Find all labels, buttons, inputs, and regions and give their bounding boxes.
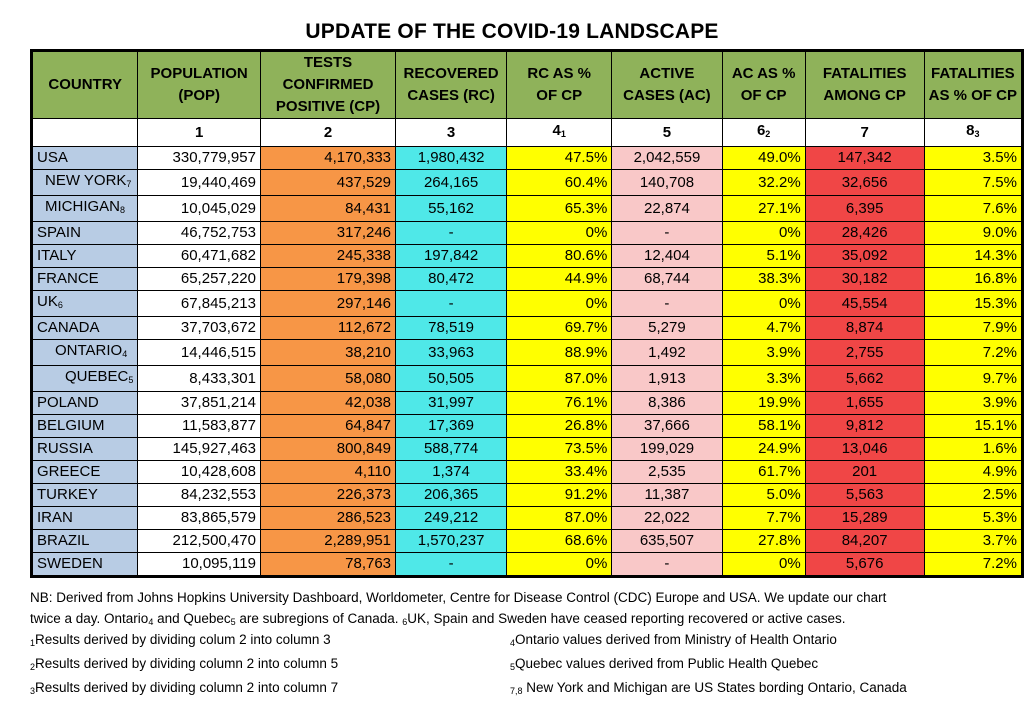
cp-cell: 226,373 <box>260 484 395 507</box>
note-text: are subregions of Canada. <box>235 611 403 626</box>
column-header-line: TESTS <box>303 54 353 71</box>
note-text: UK, Spain and Sweden have ceased reporting recovered or active cases. <box>407 611 846 626</box>
country-name: UK <box>37 293 58 310</box>
acp-cell: 27.1% <box>722 196 805 222</box>
country-footnote-marker: 5 <box>128 375 134 385</box>
table-row <box>32 553 1023 577</box>
rc-cell: 1,980,432 <box>396 147 507 170</box>
table-row <box>32 245 1023 268</box>
ac-cell: - <box>612 222 722 245</box>
ac-cell: 1,492 <box>612 340 722 366</box>
fatp-cell: 3.5% <box>924 147 1022 170</box>
fat-cell: 45,554 <box>805 291 924 317</box>
pop-cell: 60,471,682 <box>138 245 261 268</box>
column-header-line: CONFIRMED <box>282 76 374 93</box>
column-header-line: OF CP <box>536 87 583 104</box>
rcp-cell: 69.7% <box>507 317 612 340</box>
acp-cell: 58.1% <box>722 415 805 438</box>
footnote-text: Results derived by dividing column 2 into column 7 <box>35 680 339 695</box>
acp-cell: 0% <box>722 291 805 317</box>
footnote-marker: 5 <box>510 662 516 672</box>
acp-cell: 0% <box>722 222 805 245</box>
column-header-line: AS % OF CP <box>928 87 1017 104</box>
pop-cell: 10,428,608 <box>138 461 261 484</box>
table-row <box>32 317 1023 340</box>
table-row <box>32 438 1023 461</box>
rc-cell: - <box>396 553 507 577</box>
column-header-line: CASES (RC) <box>407 87 495 104</box>
note-text: twice a day. Ontario <box>30 611 149 626</box>
acp-cell: 0% <box>722 553 805 577</box>
table-row <box>32 147 1023 170</box>
footnote-marker: 2 <box>30 662 36 672</box>
acp-cell: 3.9% <box>722 340 805 366</box>
column-number-value: 2 <box>323 123 333 141</box>
cp-cell: 4,170,333 <box>260 147 395 170</box>
ac-cell: 635,507 <box>612 530 722 553</box>
cp-cell: 64,847 <box>260 415 395 438</box>
country-name: BRAZIL <box>37 532 90 549</box>
fatp-cell: 7.2% <box>924 340 1022 366</box>
country-cell <box>32 530 138 553</box>
country-cell <box>32 291 138 317</box>
acp-cell: 5.0% <box>722 484 805 507</box>
column-header <box>138 51 261 119</box>
column-number <box>138 119 261 147</box>
cp-cell: 42,038 <box>260 392 395 415</box>
acp-cell: 5.1% <box>722 245 805 268</box>
ac-cell: 2,042,559 <box>612 147 722 170</box>
footnote-3 <box>30 678 338 701</box>
country-name: IRAN <box>37 509 73 526</box>
fatp-cell: 15.3% <box>924 291 1022 317</box>
note-sub: 4 <box>148 617 154 627</box>
rc-cell: 50,505 <box>396 366 507 392</box>
country-footnote-marker: 6 <box>57 300 63 310</box>
note-sub: 5 <box>230 617 236 627</box>
fat-cell: 5,662 <box>805 366 924 392</box>
footnote-marker: 3 <box>30 686 36 696</box>
ac-cell: 140,708 <box>612 170 722 196</box>
country-name: USA <box>37 149 68 166</box>
ac-cell: 5,279 <box>612 317 722 340</box>
ac-cell: 1,913 <box>612 366 722 392</box>
pop-cell: 212,500,470 <box>138 530 261 553</box>
acp-cell: 4.7% <box>722 317 805 340</box>
fatp-cell: 7.2% <box>924 553 1022 577</box>
fat-cell: 5,563 <box>805 484 924 507</box>
column-number <box>32 119 138 147</box>
footnote-text: Results derived by dividing column 2 into column 5 <box>35 656 339 671</box>
fat-cell: 84,207 <box>805 530 924 553</box>
ac-cell: 22,874 <box>612 196 722 222</box>
rc-cell: - <box>396 291 507 317</box>
ac-cell: 12,404 <box>612 245 722 268</box>
pop-cell: 37,703,672 <box>138 317 261 340</box>
cp-cell: 84,431 <box>260 196 395 222</box>
column-number <box>924 119 1022 147</box>
acp-cell: 7.7% <box>722 507 805 530</box>
country-cell <box>32 340 138 366</box>
column-header-line: ACTIVE <box>639 65 695 82</box>
footnote-text: Results derived by dividing colum 2 into column 3 <box>35 632 331 647</box>
rcp-cell: 60.4% <box>507 170 612 196</box>
column-number-value: 6 <box>756 122 766 139</box>
acp-cell: 3.3% <box>722 366 805 392</box>
pop-cell: 145,927,463 <box>138 438 261 461</box>
column-header <box>507 51 612 119</box>
rcp-cell: 68.6% <box>507 530 612 553</box>
footnote-1 <box>30 630 331 653</box>
country-name: POLAND <box>37 394 99 411</box>
country-cell <box>32 392 138 415</box>
rcp-cell: 73.5% <box>507 438 612 461</box>
column-header-line: POSITIVE (CP) <box>275 98 381 115</box>
column-number-sub: 1 <box>560 129 566 139</box>
fat-cell: 15,289 <box>805 507 924 530</box>
acp-cell: 32.2% <box>722 170 805 196</box>
acp-cell: 61.7% <box>722 461 805 484</box>
column-header <box>260 51 395 119</box>
column-header <box>722 51 805 119</box>
column-header-line: RECOVERED <box>403 65 499 82</box>
column-number <box>507 119 612 147</box>
column-number-value: 1 <box>194 123 204 141</box>
rc-cell: 17,369 <box>396 415 507 438</box>
fatp-cell: 7.9% <box>924 317 1022 340</box>
rcp-cell: 0% <box>507 222 612 245</box>
fatp-cell: 3.7% <box>924 530 1022 553</box>
country-name: MICHIGAN <box>45 198 120 215</box>
rcp-cell: 33.4% <box>507 461 612 484</box>
rcp-cell: 47.5% <box>507 147 612 170</box>
cp-cell: 179,398 <box>260 268 395 291</box>
note-line-1: NB: Derived from Johns Hopkins University Dashboard, Worldometer, Centre for Disease Control (CDC) Europe and USA. We update our chart <box>30 590 887 605</box>
column-number-value: 4 <box>552 122 561 139</box>
table-row <box>32 170 1023 196</box>
rcp-cell: 88.9% <box>507 340 612 366</box>
rcp-cell: 0% <box>507 291 612 317</box>
pop-cell: 37,851,214 <box>138 392 261 415</box>
footnote-4 <box>510 630 837 653</box>
cp-cell: 2,289,951 <box>260 530 395 553</box>
table-row <box>32 507 1023 530</box>
pop-cell: 19,440,469 <box>138 170 261 196</box>
column-header-line: FATALITIES <box>822 65 907 82</box>
column-number <box>722 119 805 147</box>
country-cell <box>32 268 138 291</box>
country-name: ITALY <box>37 247 77 264</box>
column-header-line: POPULATION <box>150 65 248 82</box>
country-cell <box>32 245 138 268</box>
fatp-cell: 16.8% <box>924 268 1022 291</box>
fat-cell: 32,656 <box>805 170 924 196</box>
column-number-row <box>32 119 1023 147</box>
country-cell <box>32 553 138 577</box>
country-cell <box>32 317 138 340</box>
pop-cell: 83,865,579 <box>138 507 261 530</box>
column-header-line: (POP) <box>178 87 220 104</box>
rc-cell: 197,842 <box>396 245 507 268</box>
country-name: TURKEY <box>37 486 98 503</box>
column-header-line: OF CP <box>740 87 787 104</box>
fatp-cell: 14.3% <box>924 245 1022 268</box>
fatp-cell: 9.7% <box>924 366 1022 392</box>
ac-cell: 11,387 <box>612 484 722 507</box>
table-body <box>32 147 1023 577</box>
country-name: FRANCE <box>37 270 99 287</box>
column-number <box>612 119 722 147</box>
column-number <box>260 119 395 147</box>
acp-cell: 38.3% <box>722 268 805 291</box>
column-number <box>396 119 507 147</box>
rc-cell: 249,212 <box>396 507 507 530</box>
footnote-marker: 4 <box>510 638 516 648</box>
ac-cell: 22,022 <box>612 507 722 530</box>
country-name: GREECE <box>37 463 101 480</box>
covid-table <box>30 49 1024 578</box>
cp-cell: 245,338 <box>260 245 395 268</box>
ac-cell: 8,386 <box>612 392 722 415</box>
rcp-cell: 44.9% <box>507 268 612 291</box>
pop-cell: 11,583,877 <box>138 415 261 438</box>
cp-cell: 437,529 <box>260 170 395 196</box>
column-header <box>924 51 1022 119</box>
rc-cell: 1,374 <box>396 461 507 484</box>
column-number-value: 5 <box>662 123 672 141</box>
pop-cell: 10,095,119 <box>138 553 261 577</box>
pop-cell: 10,045,029 <box>138 196 261 222</box>
fatp-cell: 2.5% <box>924 484 1022 507</box>
ac-cell: 37,666 <box>612 415 722 438</box>
country-name: NEW YORK <box>45 172 127 189</box>
rcp-cell: 91.2% <box>507 484 612 507</box>
country-cell <box>32 507 138 530</box>
country-cell <box>32 438 138 461</box>
cp-cell: 286,523 <box>260 507 395 530</box>
fat-cell: 35,092 <box>805 245 924 268</box>
pop-cell: 8,433,301 <box>138 366 261 392</box>
country-cell <box>32 147 138 170</box>
column-header-line: COUNTRY <box>48 76 122 93</box>
table-row <box>32 291 1023 317</box>
fat-cell: 5,676 <box>805 553 924 577</box>
acp-cell: 24.9% <box>722 438 805 461</box>
table-row <box>32 392 1023 415</box>
ac-cell: - <box>612 553 722 577</box>
country-name: SPAIN <box>37 224 81 241</box>
country-name: CANADA <box>37 319 100 336</box>
column-header <box>396 51 507 119</box>
pop-cell: 330,779,957 <box>138 147 261 170</box>
fatp-cell: 15.1% <box>924 415 1022 438</box>
notes <box>30 587 1010 633</box>
fat-cell: 1,655 <box>805 392 924 415</box>
country-name: ONTARIO <box>55 342 123 359</box>
column-number-sub: 2 <box>765 129 771 139</box>
fatp-cell: 7.6% <box>924 196 1022 222</box>
acp-cell: 49.0% <box>722 147 805 170</box>
rcp-cell: 0% <box>507 553 612 577</box>
country-cell <box>32 461 138 484</box>
table-row <box>32 530 1023 553</box>
rc-cell: 588,774 <box>396 438 507 461</box>
pop-cell: 46,752,753 <box>138 222 261 245</box>
table-row <box>32 415 1023 438</box>
column-number-sub: 3 <box>974 129 980 139</box>
rc-cell: 31,997 <box>396 392 507 415</box>
column-header-line: AC AS % <box>731 65 796 82</box>
acp-cell: 27.8% <box>722 530 805 553</box>
footnote-text: New York and Michigan are US States bording Ontario, Canada <box>522 680 907 695</box>
country-footnote-marker: 8 <box>120 205 126 215</box>
country-footnote-marker: 7 <box>126 179 132 189</box>
fat-cell: 147,342 <box>805 147 924 170</box>
cp-cell: 800,849 <box>260 438 395 461</box>
ac-cell: - <box>612 291 722 317</box>
ac-cell: 68,744 <box>612 268 722 291</box>
ac-cell: 2,535 <box>612 461 722 484</box>
pop-cell: 84,232,553 <box>138 484 261 507</box>
fat-cell: 6,395 <box>805 196 924 222</box>
country-name: QUEBEC <box>65 368 129 385</box>
table-row <box>32 222 1023 245</box>
rcp-cell: 26.8% <box>507 415 612 438</box>
rcp-cell: 87.0% <box>507 366 612 392</box>
footnote-6 <box>510 678 907 701</box>
rcp-cell: 80.6% <box>507 245 612 268</box>
cp-cell: 78,763 <box>260 553 395 577</box>
cp-cell: 297,146 <box>260 291 395 317</box>
fat-cell: 30,182 <box>805 268 924 291</box>
cp-cell: 112,672 <box>260 317 395 340</box>
fat-cell: 28,426 <box>805 222 924 245</box>
page-title: UPDATE OF THE COVID-19 LANDSCAPE <box>305 20 719 43</box>
ac-cell: 199,029 <box>612 438 722 461</box>
rc-cell: - <box>396 222 507 245</box>
rc-cell: 264,165 <box>396 170 507 196</box>
country-cell <box>32 222 138 245</box>
table-row <box>32 366 1023 392</box>
column-header-line: AMONG CP <box>823 87 906 104</box>
country-cell <box>32 170 138 196</box>
rc-cell: 55,162 <box>396 196 507 222</box>
country-cell <box>32 415 138 438</box>
table-row <box>32 340 1023 366</box>
fatp-cell: 1.6% <box>924 438 1022 461</box>
country-cell <box>32 366 138 392</box>
pop-cell: 14,446,515 <box>138 340 261 366</box>
footnote-5 <box>510 654 818 677</box>
cp-cell: 4,110 <box>260 461 395 484</box>
column-header <box>612 51 722 119</box>
footnote-text: Ontario values derived from Ministry of Health Ontario <box>515 632 837 647</box>
cp-cell: 38,210 <box>260 340 395 366</box>
note-text: and Quebec <box>153 611 231 626</box>
cp-cell: 317,246 <box>260 222 395 245</box>
table-row <box>32 196 1023 222</box>
column-number <box>805 119 924 147</box>
acp-cell: 19.9% <box>722 392 805 415</box>
cp-cell: 58,080 <box>260 366 395 392</box>
column-header-line: CASES (AC) <box>623 87 711 104</box>
rc-cell: 1,570,237 <box>396 530 507 553</box>
country-cell <box>32 484 138 507</box>
column-header <box>32 51 138 119</box>
rc-cell: 78,519 <box>396 317 507 340</box>
header-row <box>32 51 1023 119</box>
fatp-cell: 7.5% <box>924 170 1022 196</box>
rc-cell: 33,963 <box>396 340 507 366</box>
table-row <box>32 268 1023 291</box>
rc-cell: 206,365 <box>396 484 507 507</box>
country-cell <box>32 196 138 222</box>
column-number-value: 7 <box>860 123 869 141</box>
fat-cell: 2,755 <box>805 340 924 366</box>
rcp-cell: 87.0% <box>507 507 612 530</box>
fatp-cell: 9.0% <box>924 222 1022 245</box>
column-number-value: 8 <box>966 122 975 139</box>
fat-cell: 201 <box>805 461 924 484</box>
fat-cell: 8,874 <box>805 317 924 340</box>
table-row <box>32 461 1023 484</box>
rcp-cell: 65.3% <box>507 196 612 222</box>
rc-cell: 80,472 <box>396 268 507 291</box>
fatp-cell: 3.9% <box>924 392 1022 415</box>
fat-cell: 9,812 <box>805 415 924 438</box>
country-name: SWEDEN <box>37 555 103 572</box>
country-name: BELGIUM <box>37 417 105 434</box>
footnote-marker: 1 <box>30 638 36 648</box>
column-number-value: 3 <box>446 123 456 141</box>
footnote-text: Quebec values derived from Public Health Quebec <box>515 656 819 671</box>
note-sub: 6 <box>402 617 408 627</box>
footnote-marker: 7,8 <box>510 686 523 696</box>
country-footnote-marker: 4 <box>122 349 128 359</box>
column-header <box>805 51 924 119</box>
fatp-cell: 4.9% <box>924 461 1022 484</box>
footnote-2 <box>30 654 338 677</box>
column-header-line: RC AS % <box>527 65 592 82</box>
country-name: RUSSIA <box>37 440 93 457</box>
table-row <box>32 484 1023 507</box>
fat-cell: 13,046 <box>805 438 924 461</box>
pop-cell: 65,257,220 <box>138 268 261 291</box>
fatp-cell: 5.3% <box>924 507 1022 530</box>
column-header-line: FATALITIES <box>930 65 1015 82</box>
rcp-cell: 76.1% <box>507 392 612 415</box>
pop-cell: 67,845,213 <box>138 291 261 317</box>
